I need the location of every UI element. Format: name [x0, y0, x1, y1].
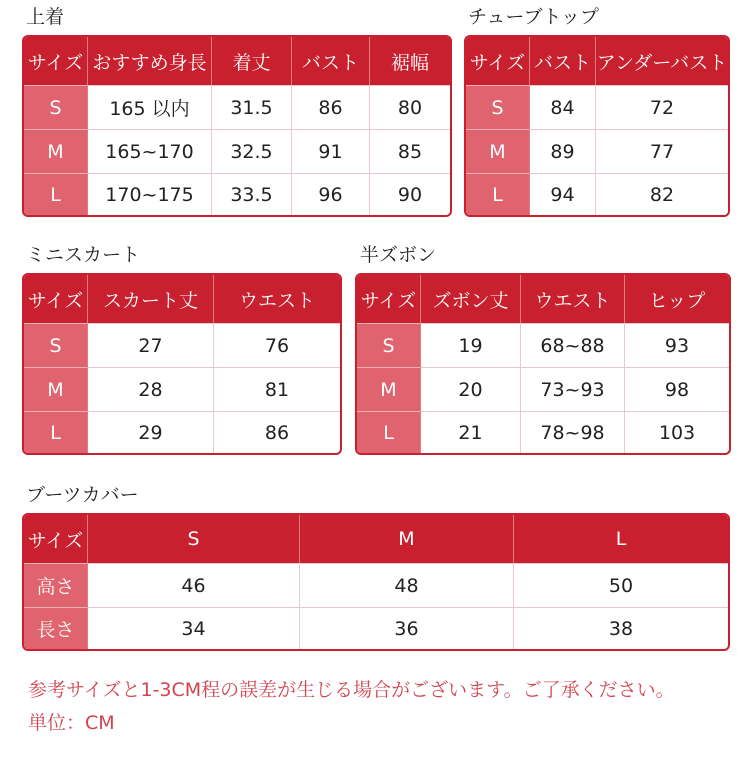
table-cell: 90	[370, 173, 450, 215]
column-header: ウエスト	[521, 275, 625, 323]
size-cell: M	[466, 129, 530, 173]
table-row	[24, 129, 450, 173]
table-cell: 170~175	[88, 173, 212, 215]
table-cell: 85	[370, 129, 450, 173]
table-row	[466, 85, 728, 129]
table-cell: 46	[88, 563, 300, 607]
table-cell: 78~98	[521, 411, 625, 453]
table-cell: 20	[421, 367, 521, 411]
size-cell: S	[357, 323, 421, 367]
measure-cell: 高さ	[24, 563, 88, 607]
half-pants-size-table	[355, 273, 731, 455]
table-row	[357, 367, 729, 411]
column-header: ウエスト	[214, 275, 340, 323]
table-cell: 31.5	[212, 85, 292, 129]
table-header-row	[24, 275, 340, 323]
half-pants-title: 半ズボン	[360, 244, 437, 266]
table-cell: 82	[596, 173, 728, 215]
table-row	[24, 85, 450, 129]
table-header-row	[357, 275, 729, 323]
table-cell: 48	[300, 563, 514, 607]
table-row	[24, 607, 728, 649]
column-header: アンダーバスト	[596, 37, 728, 85]
column-header: S	[88, 515, 300, 563]
table-cell: 21	[421, 411, 521, 453]
table-header-row	[24, 37, 450, 85]
table-row	[466, 173, 728, 215]
table-cell: 93	[625, 323, 729, 367]
table-cell: 32.5	[212, 129, 292, 173]
column-header: サイズ	[24, 515, 88, 563]
table-row	[24, 367, 340, 411]
column-header: 裾幅	[370, 37, 450, 85]
table-cell: 68~88	[521, 323, 625, 367]
table-cell: 50	[514, 563, 728, 607]
size-cell: L	[24, 411, 88, 453]
size-cell: M	[24, 129, 88, 173]
column-header: ヒップ	[625, 275, 729, 323]
column-header: 着丈	[212, 37, 292, 85]
column-header: バスト	[530, 37, 596, 85]
table-cell: 165~170	[88, 129, 212, 173]
table-cell: 29	[88, 411, 214, 453]
table-cell: 86	[214, 411, 340, 453]
size-cell: L	[24, 173, 88, 215]
size-cell: S	[24, 323, 88, 367]
tops-title: 上着	[26, 6, 65, 28]
size-cell: M	[357, 367, 421, 411]
table-header-row	[24, 515, 728, 563]
boot-covers-title: ブーツカバー	[26, 484, 139, 506]
table-cell: 34	[88, 607, 300, 649]
table-cell: 84	[530, 85, 596, 129]
table-row	[24, 411, 340, 453]
column-header: サイズ	[357, 275, 421, 323]
table-cell: 19	[421, 323, 521, 367]
column-header: バスト	[292, 37, 370, 85]
column-header: M	[300, 515, 514, 563]
table-cell: 96	[292, 173, 370, 215]
table-cell: 94	[530, 173, 596, 215]
table-cell: 36	[300, 607, 514, 649]
table-header-row	[466, 37, 728, 85]
tube-top-title: チューブトップ	[468, 6, 599, 28]
size-cell: S	[466, 85, 530, 129]
table-row	[466, 129, 728, 173]
tolerance-note: 参考サイズと1-3CM程の誤差が生じる場合がございます。ご了承ください。	[28, 679, 675, 701]
table-row	[357, 323, 729, 367]
table-cell: 80	[370, 85, 450, 129]
size-cell: M	[24, 367, 88, 411]
mini-skirt-size-table	[22, 273, 342, 455]
table-cell: 73~93	[521, 367, 625, 411]
table-cell: 38	[514, 607, 728, 649]
table-row	[357, 411, 729, 453]
size-cell: S	[24, 85, 88, 129]
size-cell: L	[357, 411, 421, 453]
table-cell: 77	[596, 129, 728, 173]
table-row	[24, 563, 728, 607]
table-cell: 76	[214, 323, 340, 367]
table-cell: 81	[214, 367, 340, 411]
column-header: ズボン丈	[421, 275, 521, 323]
table-cell: 98	[625, 367, 729, 411]
table-cell: 89	[530, 129, 596, 173]
table-cell: 165 以内	[88, 85, 212, 129]
size-cell: L	[466, 173, 530, 215]
column-header: サイズ	[466, 37, 530, 85]
boot-covers-size-table	[22, 513, 730, 651]
table-cell: 91	[292, 129, 370, 173]
tops-size-table	[22, 35, 452, 217]
table-cell: 103	[625, 411, 729, 453]
column-header: サイズ	[24, 37, 88, 85]
table-cell: 72	[596, 85, 728, 129]
table-cell: 33.5	[212, 173, 292, 215]
table-cell: 86	[292, 85, 370, 129]
column-header: L	[514, 515, 728, 563]
measure-cell: 長さ	[24, 607, 88, 649]
column-header: サイズ	[24, 275, 88, 323]
table-row	[24, 323, 340, 367]
table-cell: 28	[88, 367, 214, 411]
tube-top-size-table	[464, 35, 730, 217]
column-header: おすすめ身長	[88, 37, 212, 85]
table-row	[24, 173, 450, 215]
table-cell: 27	[88, 323, 214, 367]
column-header: スカート丈	[88, 275, 214, 323]
mini-skirt-title: ミニスカート	[26, 244, 141, 266]
unit-note: 単位：CM	[28, 712, 115, 734]
